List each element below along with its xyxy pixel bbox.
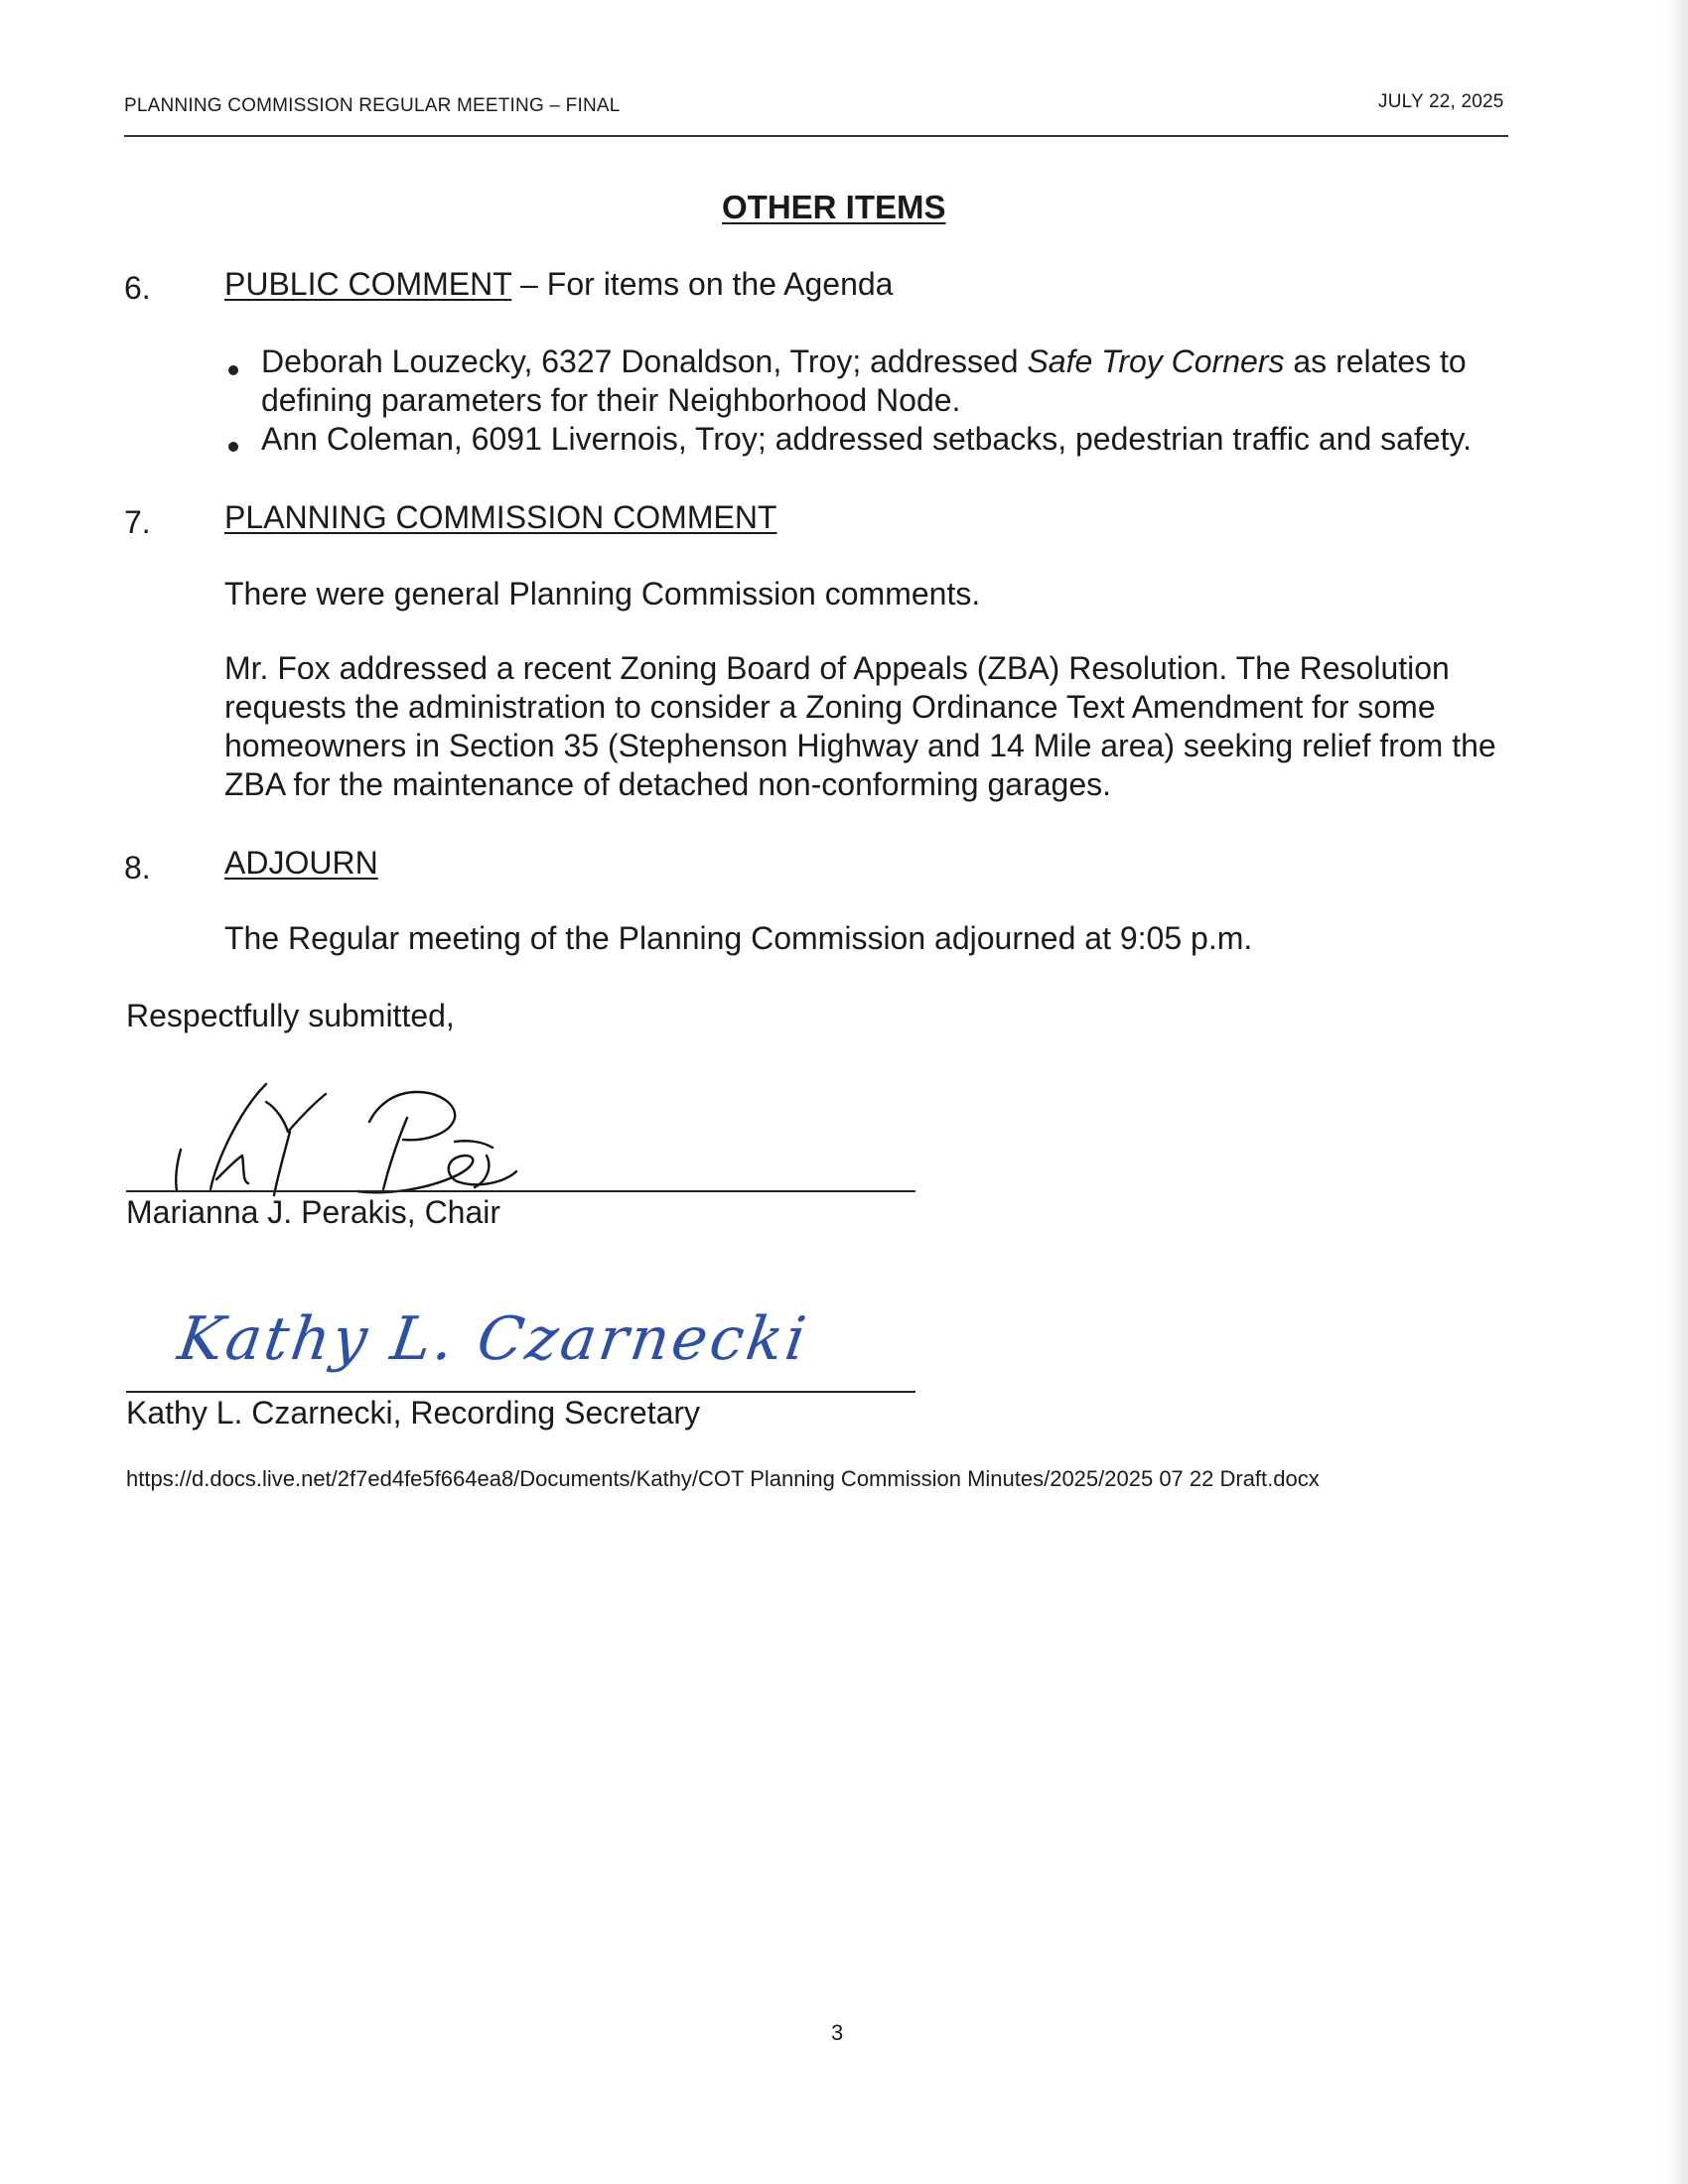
header-title: PLANNING COMMISSION REGULAR MEETING – FINAL bbox=[124, 95, 621, 116]
secretary-signature-line bbox=[126, 1391, 915, 1393]
bullet-icon bbox=[228, 365, 238, 375]
item-7-number: 7. bbox=[124, 504, 151, 540]
section-heading: OTHER ITEMS bbox=[722, 189, 946, 225]
bullet-icon bbox=[228, 442, 238, 452]
scan-edge bbox=[1666, 0, 1688, 2184]
file-path: https://d.docs.live.net/2f7ed4fe5f664ea8/Documents/Kathy/COT Planning Commission Minutes/2025/2025 07 22 Draft.docx bbox=[126, 1466, 1320, 1491]
item-8-title: ADJOURN bbox=[224, 845, 378, 881]
header-rule bbox=[124, 135, 1508, 137]
safe-troy-corners-text: Safe Troy Corners bbox=[1027, 343, 1285, 379]
chair-signature bbox=[159, 1072, 596, 1201]
page-number: 3 bbox=[831, 2020, 844, 2045]
item-7-para2-line3: homeowners in Section 35 (Stephenson Highway and 14 Mile area) seeking relief from the bbox=[224, 728, 1496, 763]
chair-signature-line bbox=[126, 1190, 915, 1192]
item-7-para2-line2: requests the administration to consider a Zoning Ordinance Text Amendment for some bbox=[224, 689, 1436, 725]
secretary-name: Kathy L. Czarnecki, Recording Secretary bbox=[126, 1395, 701, 1431]
item-7-para1: There were general Planning Commission comments. bbox=[224, 576, 981, 612]
public-comment-1-line2: defining parameters for their Neighborhood Node. bbox=[261, 382, 961, 418]
item-6-title-suffix: – For items on the Agenda bbox=[511, 266, 894, 302]
item-7-para2-line4: ZBA for the maintenance of detached non-conforming garages. bbox=[224, 766, 1111, 802]
item-8-heading bbox=[224, 844, 378, 883]
item-7-title: PLANNING COMMISSION COMMENT bbox=[224, 499, 777, 535]
item-6-heading bbox=[224, 265, 893, 304]
item-7-heading bbox=[224, 498, 776, 537]
secretary-signature: Kathy L. Czarnecki bbox=[174, 1304, 813, 1374]
item-6-number: 6. bbox=[124, 270, 151, 306]
item-8-number: 8. bbox=[124, 850, 151, 886]
public-comment-2: Ann Coleman, 6091 Livernois, Troy; addressed setbacks, pedestrian traffic and safety. bbox=[261, 421, 1473, 457]
item-6-title: PUBLIC COMMENT bbox=[224, 266, 512, 302]
header-date: JULY 22, 2025 bbox=[1378, 91, 1504, 112]
public-comment-1: Deborah Louzecky, 6327 Donaldson, Troy; addressed Safe Troy Corners as relates to bbox=[261, 343, 1467, 379]
item-7-para2-line1: Mr. Fox addressed a recent Zoning Board of Appeals (ZBA) Resolution. The Resolution bbox=[224, 650, 1450, 686]
item-8-text: The Regular meeting of the Planning Commission adjourned at 9:05 p.m. bbox=[224, 920, 1253, 956]
chair-name: Marianna J. Perakis, Chair bbox=[126, 1194, 501, 1230]
closing-text: Respectfully submitted, bbox=[126, 998, 455, 1033]
